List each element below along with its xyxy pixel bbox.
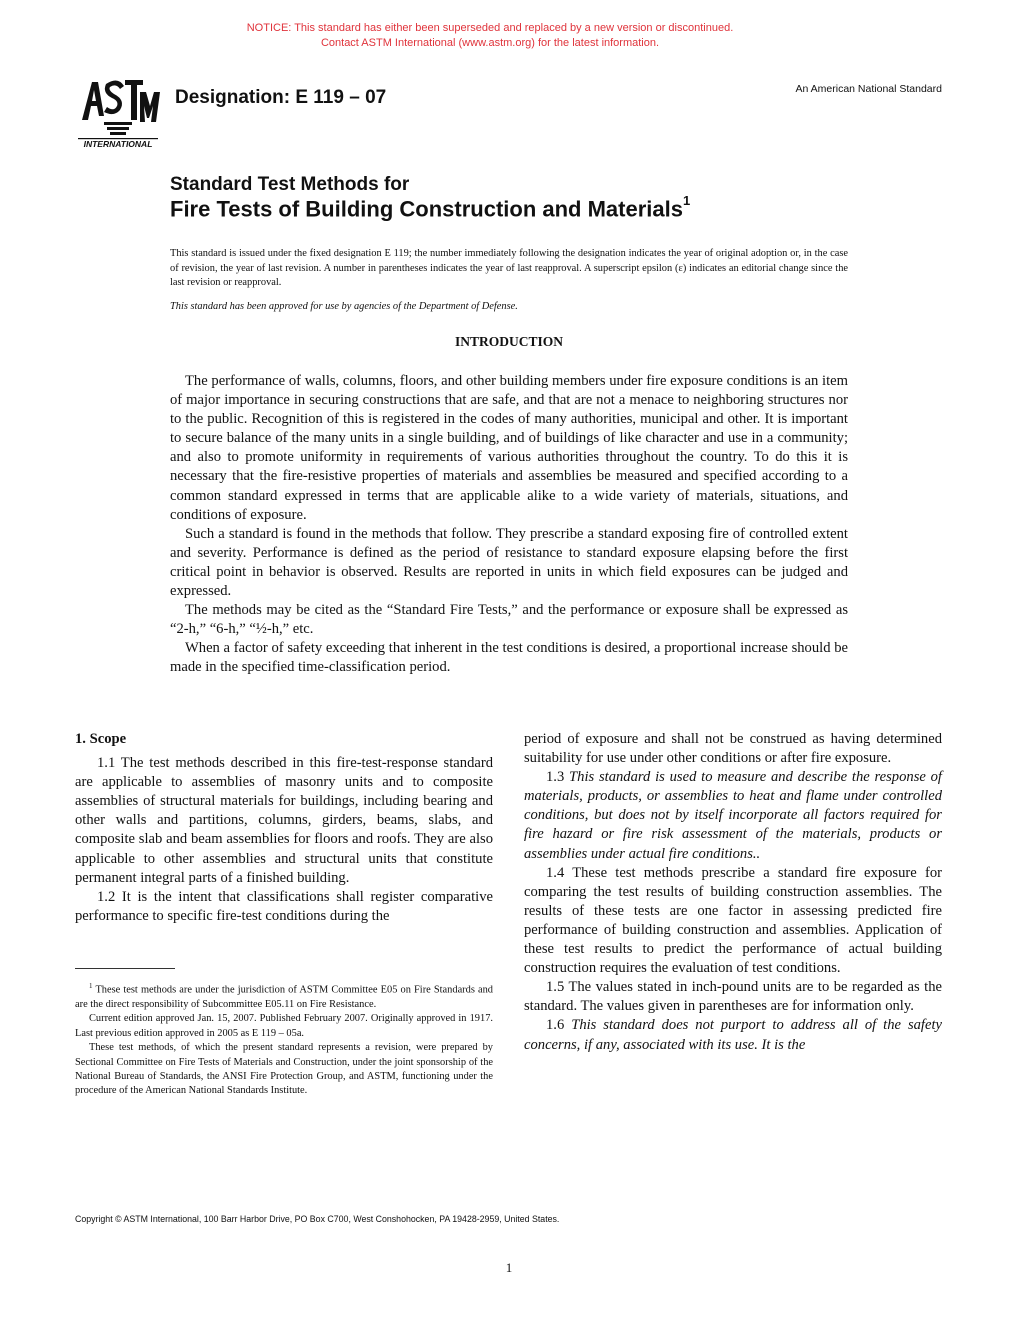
page-number: 1 (505, 1260, 513, 1275)
title-line-2 (170, 193, 691, 222)
section-1-5: 1.5 The values stated in inch-pound units are to be regarded as the standard. The values given in parentheses are for information only. (524, 979, 942, 1015)
section-1-3-text: This standard is used to measure and describe the response of materials, products, or assemblies to heat and flame under controlled conditions, but does not by itself incorporate all factors required for fire hazard or fire risk assessment of the materials, products or assemblies under actual fire conditions.. (524, 769, 942, 862)
astm-logo-icon (74, 70, 160, 150)
footnote-1-text: These test methods are under the jurisdiction of ASTM Committee E05 on Fire Standards and are the direct responsibility of Subcommittee E05.11 on Fire Resistance. (75, 984, 494, 1010)
section-1-4: 1.4 These test methods prescribe a standard fire exposure for comparing the test results of building construction assemblies. The results of these tests are one factor in assessing predicted fire performance of building construction and assemblies. Application of these test results to predict the performance of actual building construction requires the evaluation of test conditions. (524, 864, 942, 977)
scope-heading: 1. Scope (75, 731, 127, 747)
designation: Designation: E 119 – 07 (175, 87, 387, 108)
section-1-1: 1.1 The test methods described in this fire-test-response standard are applicable to assemblies of masonry units and to composite assemblies of structural materials for buildings, including bearing and other walls and partitions, columns, girders, beams, slabs, and composite slab and beam assemblies for floors and roofs. They are also applicable to other assemblies and structural units that constitute permanent integral parts of a finished building. (75, 755, 493, 886)
svg-text:INTERNATIONAL: INTERNATIONAL (83, 139, 153, 149)
footnote-1 (75, 979, 493, 1012)
intro-paragraph: The performance of walls, columns, floors, and other building members under fire exposure conditions is an item of major importance in securing constructions that are safe, and that are not a menace to neighboring structures nor to the public. Recognition of this is registered in the codes of many authorities, municipal and other. It is important to secure balance of the many units in a single building, and of buildings of like character and use in a community; and also to promote uniformity in requirements of various authorities throughout the country. To do this it is necessary that the fire-resistive properties of materials and assemblies be measured and specified according to a common standard expressed in terms that are applicable alike to a wide variety of materials, situations, and conditions of exposure. (170, 373, 848, 523)
issue-note: This standard is issued under the fixed designation E 119; the number immediately following the designation indicates the year of original adoption or, in the case of revision, the year of last revision. A number in parentheses indicates the year of last reapproval. A superscript epsilon (ε) indicates an editorial change since the last revision or reapproval. (170, 248, 848, 289)
history-note: These test methods, of which the present standard represents a revision, were prepared by Sectional Committee on Fire Tests of Materials and Construction, under the joint sponsorship of the National Bureau of Standards, the ANSI Fire Protection Group, and ASTM, functioning under the procedure of the American National Standards Institute. (75, 1042, 493, 1097)
footnote-1-mark: 1 (89, 982, 93, 990)
section-1-3 (524, 768, 942, 863)
right-column (524, 730, 942, 1055)
section-1-6 (524, 1016, 942, 1054)
copyright-line: Copyright © ASTM International, 100 Barr Harbor Drive, PO Box C700, West Conshohocken, PA 19428-2959, United States. (75, 1214, 560, 1224)
edition-note: Current edition approved Jan. 15, 2007. Published February 2007. Originally approved in 1917. Last previous edition approved in 2005 as E 119 – 05a. (75, 1013, 493, 1039)
title-footnote-mark: 1 (682, 193, 691, 208)
introduction-body (170, 372, 848, 678)
footnote-divider (75, 968, 175, 969)
notice-line-2: Contact ASTM International (www.astm.org) for the latest information. (320, 37, 660, 49)
intro-paragraph: The methods may be cited as the “Standard Fire Tests,” and the performance or exposure shall be expressed as “2-h,” “6-h,” “½-h,” etc. (170, 602, 848, 638)
section-1-6-text: This standard does not purport to address all of the safety concerns, if any, associated with its use. It is the (524, 1017, 942, 1053)
dod-approval-note: This standard has been approved for use by agencies of the Department of Defense. (170, 301, 518, 312)
title-line-2-text: Fire Tests of Building Construction and Materials (170, 196, 683, 222)
section-1-6-number: 1.6 (546, 1017, 565, 1034)
supersession-notice (0, 21, 980, 51)
notice-line-1: NOTICE: This standard has either been superseded and replaced by a new version or discontinued. (246, 22, 734, 34)
section-1-2: 1.2 It is the intent that classifications shall register comparative performance to specific fire-test conditions during the (75, 888, 493, 924)
footnotes (75, 979, 493, 1099)
introduction-heading: INTRODUCTION (454, 334, 563, 349)
left-column (75, 730, 493, 926)
american-national-standard-label: An American National Standard (795, 83, 942, 95)
section-1-3-number: 1.3 (546, 769, 565, 786)
title-line-1: Standard Test Methods for (170, 174, 410, 195)
intro-paragraph: When a factor of safety exceeding that inherent in the test conditions is desired, a proportional increase should be made in the specified time-classification period. (170, 640, 848, 676)
intro-paragraph: Such a standard is found in the methods that follow. They prescribe a standard exposing fire of controlled extent and severity. Performance is defined as the period of resistance to standard exposure elapsing before the first critical point in behavior is observed. Results are reported in units in which field exposures can be judged and expressed. (170, 525, 848, 600)
section-1-2-continued: period of exposure and shall not be construed as having determined suitability for use under other conditions or after fire exposure. (524, 731, 942, 767)
astm-logo (74, 70, 160, 150)
